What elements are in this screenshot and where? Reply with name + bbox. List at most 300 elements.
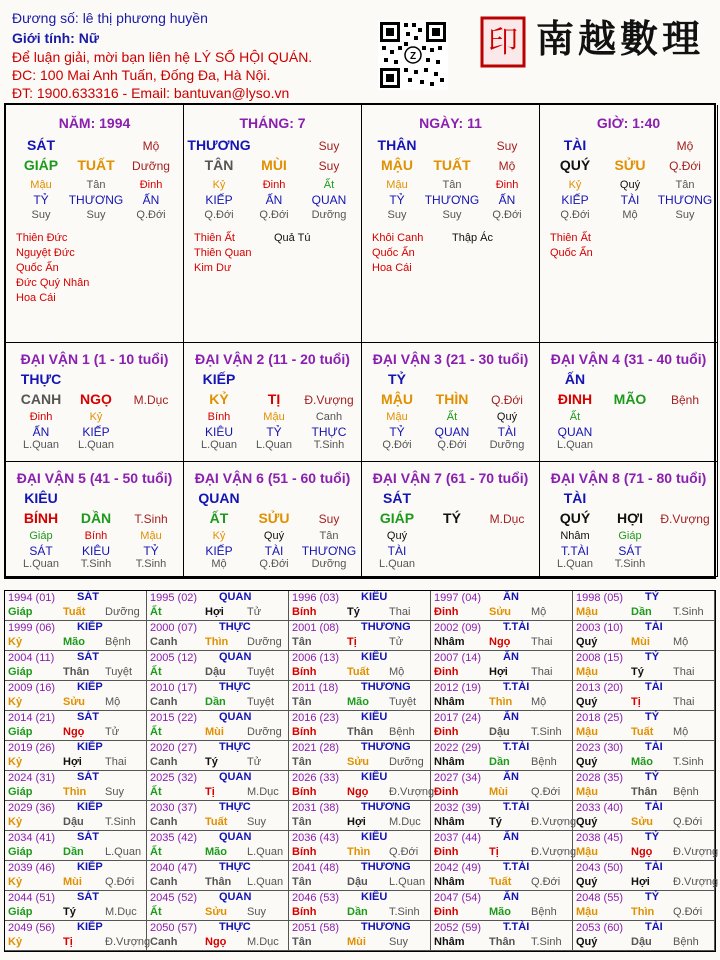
hidden-god: SÁT bbox=[618, 544, 642, 558]
year-cell bbox=[147, 921, 289, 951]
year-phase: M.Dục bbox=[389, 816, 421, 828]
hidden-phase: L.Quan bbox=[378, 558, 416, 570]
year-label: 2003 (10) bbox=[576, 622, 624, 634]
year-cell bbox=[289, 741, 431, 771]
hidden-phase: L.Quan bbox=[200, 439, 238, 451]
year-god: ẤN bbox=[503, 891, 519, 903]
year-branch: Ngọ bbox=[489, 636, 511, 648]
dai-van-phase: Đ.Vượng bbox=[304, 393, 354, 407]
year-phase: Tuyệt bbox=[247, 666, 275, 678]
year-phase: Thai bbox=[673, 666, 695, 678]
year-label: 2015 (22) bbox=[150, 712, 198, 724]
hidden-stem: Bính bbox=[84, 530, 108, 542]
year-label: 2006 (13) bbox=[292, 652, 340, 664]
dai-van-title: ĐẠI VẬN 5 (41 - 50 tuổi) bbox=[16, 470, 173, 486]
year-god: TÀI bbox=[645, 861, 663, 873]
year-phase: T.Sinh bbox=[673, 606, 704, 618]
dai-van-stem: KỶ bbox=[209, 391, 229, 407]
year-branch: Sửu bbox=[63, 696, 86, 708]
pillar-title: NGÀY: 11 bbox=[419, 115, 482, 131]
year-god: KIÊU bbox=[361, 831, 388, 843]
year-branch: Tý bbox=[205, 756, 218, 768]
pillar-phase: Dưỡng bbox=[132, 159, 170, 173]
contact-text: Để luận giải, mời bạn liên hệ LÝ SỐ HỘI QUÁN. bbox=[12, 49, 313, 65]
dai-van-branch: NGỌ bbox=[80, 391, 112, 407]
year-god: KIẾP bbox=[77, 861, 103, 873]
hidden-phase: Q.Đới bbox=[259, 209, 289, 221]
dai-van-branch: SỬU bbox=[258, 510, 290, 526]
year-phase: Tuyệt bbox=[105, 666, 133, 678]
year-phase: Bệnh bbox=[389, 726, 415, 738]
year-stem: Quý bbox=[576, 876, 598, 888]
year-phase: Dưỡng bbox=[247, 726, 282, 738]
year-label: 2028 (35) bbox=[576, 772, 624, 784]
year-branch: Sửu bbox=[631, 816, 654, 828]
dai-van-phase: T.Sinh bbox=[134, 512, 168, 526]
hidden-phase: Q.Đới bbox=[204, 209, 234, 221]
pillar-title: THÁNG: 7 bbox=[239, 115, 306, 131]
year-god: KIẾP bbox=[77, 801, 103, 813]
year-stem: Ất bbox=[150, 786, 162, 798]
year-phase: Q.Đới bbox=[105, 876, 135, 888]
hidden-god: ẤN bbox=[498, 193, 516, 207]
hidden-stem: Mậu bbox=[386, 411, 408, 423]
year-label: 2032 (39) bbox=[434, 802, 482, 814]
hidden-stem: Kỷ bbox=[212, 179, 226, 191]
year-label: 2049 (56) bbox=[8, 922, 56, 934]
year-cell bbox=[289, 711, 431, 741]
dai-van-title: ĐẠI VẬN 1 (1 - 10 tuổi) bbox=[20, 351, 169, 367]
pillar-phase: Suy bbox=[318, 159, 340, 173]
pillar-phase: Mộ bbox=[498, 159, 516, 173]
hidden-stem: Quý bbox=[619, 179, 641, 191]
dai-van-stem: MẬU bbox=[381, 391, 413, 407]
star-item: Quốc Ấn bbox=[372, 247, 415, 259]
year-label: 2045 (52) bbox=[150, 892, 198, 904]
year-stem: Kỷ bbox=[8, 936, 23, 948]
year-label: 2040 (47) bbox=[150, 862, 198, 874]
year-branch: Ngọ bbox=[347, 786, 369, 798]
year-phase: Thai bbox=[531, 636, 553, 648]
dai-van-title: ĐẠI VẬN 4 (31 - 40 tuổi) bbox=[550, 351, 707, 367]
dai-van-phase: Q.Đới bbox=[491, 393, 523, 407]
year-god: THỰC bbox=[219, 741, 251, 753]
year-cell bbox=[5, 771, 147, 801]
year-branch: Mùi bbox=[631, 636, 650, 648]
year-branch: Ngọ bbox=[631, 846, 653, 858]
year-branch: Mùi bbox=[205, 726, 224, 738]
hidden-god: ẤN bbox=[265, 193, 283, 207]
year-label: 1994 (01) bbox=[8, 592, 56, 604]
year-stem: Tân bbox=[292, 816, 312, 828]
year-branch: Dậu bbox=[489, 726, 510, 738]
year-god: THƯƠNG bbox=[361, 681, 411, 693]
year-cell bbox=[289, 921, 431, 951]
hidden-stem: Giáp bbox=[29, 530, 53, 542]
hidden-stem: Ất bbox=[323, 179, 335, 191]
year-god: T.TÀI bbox=[503, 861, 530, 873]
hidden-stem: Quý bbox=[386, 530, 408, 542]
pillar-1 bbox=[6, 105, 184, 343]
hidden-phase: T.Sinh bbox=[614, 558, 646, 570]
year-label: 2038 (45) bbox=[576, 832, 624, 844]
hidden-stem: Tân bbox=[675, 179, 695, 191]
pillar-stage: Suy bbox=[318, 139, 340, 153]
hidden-stem: Kỷ bbox=[212, 530, 226, 542]
year-stem: Ất bbox=[150, 606, 162, 618]
year-cell bbox=[289, 591, 431, 621]
year-stem: Canh bbox=[150, 936, 178, 948]
year-god: THƯƠNG bbox=[361, 921, 411, 933]
year-branch: Mão bbox=[63, 636, 85, 648]
year-god: KIÊU bbox=[361, 651, 388, 663]
hidden-god: TỶ bbox=[143, 544, 159, 558]
dai-van-god: THỰC bbox=[20, 371, 62, 387]
year-label: 2043 (50) bbox=[576, 862, 624, 874]
year-cell bbox=[5, 801, 147, 831]
dai-van-god: QUAN bbox=[198, 490, 240, 506]
year-god: KIÊU bbox=[361, 891, 388, 903]
year-stem: Bính bbox=[292, 606, 317, 618]
year-stem: Quý bbox=[576, 816, 598, 828]
year-cell bbox=[147, 891, 289, 921]
year-branch: Tuất bbox=[205, 816, 228, 828]
year-branch: Thân bbox=[205, 876, 232, 888]
year-label: 2018 (25) bbox=[576, 712, 624, 724]
qr-code[interactable] bbox=[378, 20, 448, 90]
year-cell bbox=[289, 771, 435, 801]
year-cell bbox=[573, 741, 715, 771]
year-phase: Q.Đới bbox=[531, 786, 561, 798]
year-god: QUAN bbox=[219, 831, 252, 843]
year-stem: Bính bbox=[292, 786, 317, 798]
year-cell bbox=[5, 741, 147, 771]
year-branch: Thân bbox=[63, 666, 90, 678]
year-label: 1999 (06) bbox=[8, 622, 56, 634]
year-god: SÁT bbox=[77, 591, 99, 603]
year-label: 2023 (30) bbox=[576, 742, 624, 754]
year-god: QUAN bbox=[219, 711, 252, 723]
hidden-god: ẤN bbox=[32, 425, 50, 439]
year-branch: Mão bbox=[631, 756, 653, 768]
hidden-stem: Mậu bbox=[30, 179, 52, 191]
year-label: 1995 (02) bbox=[150, 592, 198, 604]
dai-van-3 bbox=[362, 343, 540, 462]
dai-van-6 bbox=[184, 462, 362, 577]
hidden-phase: L.Quan bbox=[22, 558, 60, 570]
dai-van-4 bbox=[540, 343, 718, 462]
logo bbox=[480, 12, 710, 70]
hidden-stem: Mậu bbox=[386, 179, 408, 191]
year-phase: T.Sinh bbox=[389, 906, 420, 918]
pillar-god: TÀI bbox=[563, 137, 587, 153]
year-cell bbox=[573, 861, 719, 891]
dai-van-stem: CANH bbox=[20, 391, 62, 407]
star-item: Thập Ác bbox=[452, 232, 493, 244]
year-god: THƯƠNG bbox=[361, 741, 411, 753]
pillar-stem: MẬU bbox=[381, 157, 413, 173]
year-cell bbox=[289, 861, 431, 891]
svg-text:印: 印 bbox=[488, 25, 518, 60]
year-branch: Tị bbox=[205, 786, 215, 798]
pillar-stage: Mộ bbox=[142, 139, 160, 153]
year-stem: Tân bbox=[292, 636, 312, 648]
year-branch: Dần bbox=[205, 696, 226, 708]
year-cell bbox=[5, 891, 147, 921]
year-god: ẤN bbox=[503, 651, 519, 663]
pillars-panel bbox=[4, 103, 716, 579]
year-god: TỶ bbox=[645, 831, 660, 843]
year-stem: Giáp bbox=[8, 666, 33, 678]
hidden-god: KIÊU bbox=[81, 544, 110, 558]
year-phase: Đ.Vượng bbox=[105, 936, 151, 948]
year-cell bbox=[431, 921, 573, 951]
year-cell bbox=[5, 621, 147, 651]
hidden-phase: L.Quan bbox=[556, 558, 594, 570]
year-stem: Quý bbox=[576, 756, 598, 768]
dai-van-stem: BÍNH bbox=[23, 510, 59, 526]
year-branch: Tý bbox=[631, 666, 644, 678]
hidden-stem: Kỷ bbox=[89, 411, 103, 423]
year-label: 2030 (37) bbox=[150, 802, 198, 814]
year-cell bbox=[147, 711, 289, 741]
year-phase: Bệnh bbox=[531, 906, 557, 918]
hidden-stem: Tân bbox=[319, 530, 339, 542]
year-stem: Nhâm bbox=[434, 636, 465, 648]
year-cell bbox=[147, 861, 289, 891]
year-stem: Đinh bbox=[434, 666, 459, 678]
hidden-stem: Đinh bbox=[262, 179, 286, 191]
year-label: 2031 (38) bbox=[292, 802, 340, 814]
year-stem: Quý bbox=[576, 636, 598, 648]
year-god: TÀI bbox=[645, 921, 663, 933]
pillar-branch: MÙI bbox=[261, 157, 287, 173]
year-branch: Hợi bbox=[347, 816, 366, 828]
year-god: KIẾP bbox=[77, 681, 103, 693]
year-branch: Ngọ bbox=[63, 726, 85, 738]
year-god: THƯƠNG bbox=[361, 861, 411, 873]
hidden-phase: Suy bbox=[86, 209, 106, 221]
year-stem: Tân bbox=[292, 696, 312, 708]
year-god: ẤN bbox=[503, 831, 519, 843]
year-phase: Mộ bbox=[531, 606, 547, 618]
dai-van-2 bbox=[184, 343, 362, 462]
hidden-god: TÀI bbox=[387, 544, 407, 558]
hidden-phase: Dưỡng bbox=[489, 439, 525, 451]
year-cell bbox=[147, 591, 289, 621]
year-branch: Tuất bbox=[347, 666, 370, 678]
gender-label: Giới tính: Nữ bbox=[12, 30, 99, 46]
year-stem: Mậu bbox=[576, 906, 598, 918]
year-phase: Q.Đới bbox=[389, 846, 419, 858]
year-branch: Thân bbox=[631, 786, 658, 798]
year-stem: Tân bbox=[292, 936, 312, 948]
pillar-stage: Suy bbox=[496, 139, 518, 153]
year-label: 2020 (27) bbox=[150, 742, 198, 754]
year-branch: Sửu bbox=[347, 756, 370, 768]
year-god: T.TÀI bbox=[503, 921, 530, 933]
year-god: THỰC bbox=[219, 621, 251, 633]
hidden-phase: T.Sinh bbox=[80, 558, 112, 570]
year-stem: Bính bbox=[292, 666, 317, 678]
year-cell bbox=[289, 621, 431, 651]
year-label: 2012 (19) bbox=[434, 682, 482, 694]
year-god: SÁT bbox=[77, 711, 99, 723]
year-cell bbox=[431, 681, 573, 711]
pillar-title: NĂM: 1994 bbox=[58, 115, 131, 131]
year-stem: Canh bbox=[150, 816, 178, 828]
year-phase: Tử bbox=[247, 756, 262, 768]
year-phase: Tuyệt bbox=[389, 696, 417, 708]
hidden-phase: Suy bbox=[675, 209, 695, 221]
year-stem: Canh bbox=[150, 876, 178, 888]
year-god: TÀI bbox=[645, 681, 663, 693]
year-phase: Dưỡng bbox=[389, 756, 424, 768]
year-stem: Đinh bbox=[434, 846, 459, 858]
hidden-stem: Tân bbox=[442, 179, 462, 191]
star-item: Thiên Ất bbox=[194, 232, 235, 244]
year-label: 2008 (15) bbox=[576, 652, 624, 664]
year-stem: Đinh bbox=[434, 786, 459, 798]
year-label: 2037 (44) bbox=[434, 832, 482, 844]
year-branch: Dần bbox=[347, 906, 368, 918]
pillar-4 bbox=[540, 105, 718, 343]
year-label: 2011 (18) bbox=[292, 682, 339, 694]
year-phase: L.Quan bbox=[389, 876, 426, 888]
year-label: 2005 (12) bbox=[150, 652, 198, 664]
hidden-stem: Giáp bbox=[618, 530, 642, 542]
year-phase: Mộ bbox=[673, 726, 689, 738]
year-stem: Nhâm bbox=[434, 756, 465, 768]
year-cell bbox=[147, 741, 289, 771]
year-phase: Tử bbox=[105, 726, 120, 738]
year-phase: Đ.Vượng bbox=[389, 786, 435, 798]
year-label: 1998 (05) bbox=[576, 592, 624, 604]
year-phase: Mộ bbox=[389, 666, 405, 678]
hidden-phase: Suy bbox=[442, 209, 462, 221]
year-stem: Canh bbox=[150, 756, 178, 768]
year-stem: Ất bbox=[150, 846, 162, 858]
year-cell bbox=[431, 741, 573, 771]
dai-van-branch: TÝ bbox=[443, 510, 461, 526]
year-label: 1997 (04) bbox=[434, 592, 482, 604]
year-phase: T.Sinh bbox=[673, 756, 704, 768]
year-cell bbox=[573, 591, 715, 621]
year-label: 2029 (36) bbox=[8, 802, 56, 814]
hidden-phase: Dưỡng bbox=[311, 558, 347, 570]
year-branch: Dậu bbox=[63, 816, 84, 828]
star-item: Thiên Ất bbox=[550, 232, 591, 244]
pillar-god: SÁT bbox=[27, 137, 55, 153]
dai-van-branch: HỢI bbox=[617, 510, 643, 526]
year-cell bbox=[573, 771, 715, 801]
year-stem: Nhâm bbox=[434, 816, 465, 828]
year-branch: Thân bbox=[489, 936, 516, 948]
hidden-god: THƯƠNG bbox=[301, 544, 357, 558]
hidden-stem: Kỷ bbox=[568, 179, 582, 191]
year-label: 1996 (03) bbox=[292, 592, 340, 604]
year-god: THƯƠNG bbox=[361, 621, 411, 633]
year-branch: Mão bbox=[489, 906, 511, 918]
year-cell bbox=[573, 711, 715, 741]
year-god: SÁT bbox=[77, 651, 99, 663]
year-label: 2022 (29) bbox=[434, 742, 482, 754]
year-god: TÀI bbox=[645, 741, 663, 753]
year-phase: Tử bbox=[247, 606, 262, 618]
hidden-god: KIÊU bbox=[204, 425, 233, 439]
hidden-stem: Đinh bbox=[29, 411, 53, 423]
year-god: KIẾP bbox=[77, 741, 103, 753]
dai-van-title: ĐẠI VẬN 2 (11 - 20 tuổi) bbox=[195, 351, 350, 367]
year-stem: Ất bbox=[150, 906, 162, 918]
year-phase: Q.Đới bbox=[531, 876, 561, 888]
pillar-stem: QUÝ bbox=[559, 157, 591, 173]
year-god: KIÊU bbox=[361, 711, 388, 723]
year-branch: Hợi bbox=[63, 756, 82, 768]
hidden-god: THƯƠNG bbox=[68, 193, 124, 207]
year-stem: Mậu bbox=[576, 606, 598, 618]
year-god: QUAN bbox=[219, 591, 252, 603]
year-phase: Mộ bbox=[531, 696, 547, 708]
year-phase: Suy bbox=[247, 816, 266, 828]
year-god: TỶ bbox=[645, 891, 660, 903]
year-god: THỰC bbox=[219, 681, 251, 693]
year-stem: Giáp bbox=[8, 726, 33, 738]
year-god: KIẾP bbox=[77, 621, 103, 633]
hidden-phase: Suy bbox=[31, 209, 51, 221]
year-cell bbox=[431, 831, 577, 861]
year-stem: Quý bbox=[576, 936, 598, 948]
year-branch: Tý bbox=[489, 816, 502, 828]
year-label: 2034 (41) bbox=[8, 832, 56, 844]
dai-van-god: KIẾP bbox=[202, 371, 236, 387]
year-phase: Q.Đới bbox=[673, 906, 703, 918]
hidden-god: THỰC bbox=[311, 425, 347, 439]
hidden-phase: Q.Đới bbox=[136, 209, 166, 221]
year-cell bbox=[289, 831, 431, 861]
dai-van-1 bbox=[6, 343, 184, 462]
year-cell bbox=[147, 831, 289, 861]
hidden-god: QUAN bbox=[434, 425, 470, 439]
year-stem: Quý bbox=[576, 696, 598, 708]
year-stem: Mậu bbox=[576, 846, 598, 858]
dai-van-god: TÀI bbox=[563, 490, 587, 506]
star-item: Hoa Cái bbox=[372, 262, 412, 274]
year-god: ẤN bbox=[503, 711, 519, 723]
year-god: KIÊU bbox=[361, 591, 388, 603]
dai-van-5 bbox=[6, 462, 184, 577]
year-branch: Dần bbox=[489, 756, 510, 768]
star-item: Hoa Cái bbox=[16, 292, 56, 304]
hidden-phase: T.Sinh bbox=[135, 558, 167, 570]
year-cell bbox=[289, 681, 431, 711]
dai-van-branch: DẦN bbox=[80, 510, 112, 526]
year-phase: T.Sinh bbox=[105, 816, 136, 828]
pillar-stem: GIÁP bbox=[23, 157, 59, 173]
year-phase: Bệnh bbox=[105, 636, 131, 648]
year-phase: Đ.Vượng bbox=[531, 846, 577, 858]
year-label: 2046 (53) bbox=[292, 892, 340, 904]
year-cell bbox=[147, 621, 289, 651]
dai-van-title: ĐẠI VẬN 7 (61 - 70 tuổi) bbox=[372, 470, 529, 486]
year-stem: Đinh bbox=[434, 726, 459, 738]
hidden-phase: Q.Đới bbox=[259, 558, 289, 570]
hidden-phase: L.Quan bbox=[255, 439, 293, 451]
hidden-stem: Mậu bbox=[140, 530, 162, 542]
year-cell bbox=[431, 651, 573, 681]
year-branch: Tuất bbox=[63, 606, 86, 618]
year-label: 2026 (33) bbox=[292, 772, 340, 784]
